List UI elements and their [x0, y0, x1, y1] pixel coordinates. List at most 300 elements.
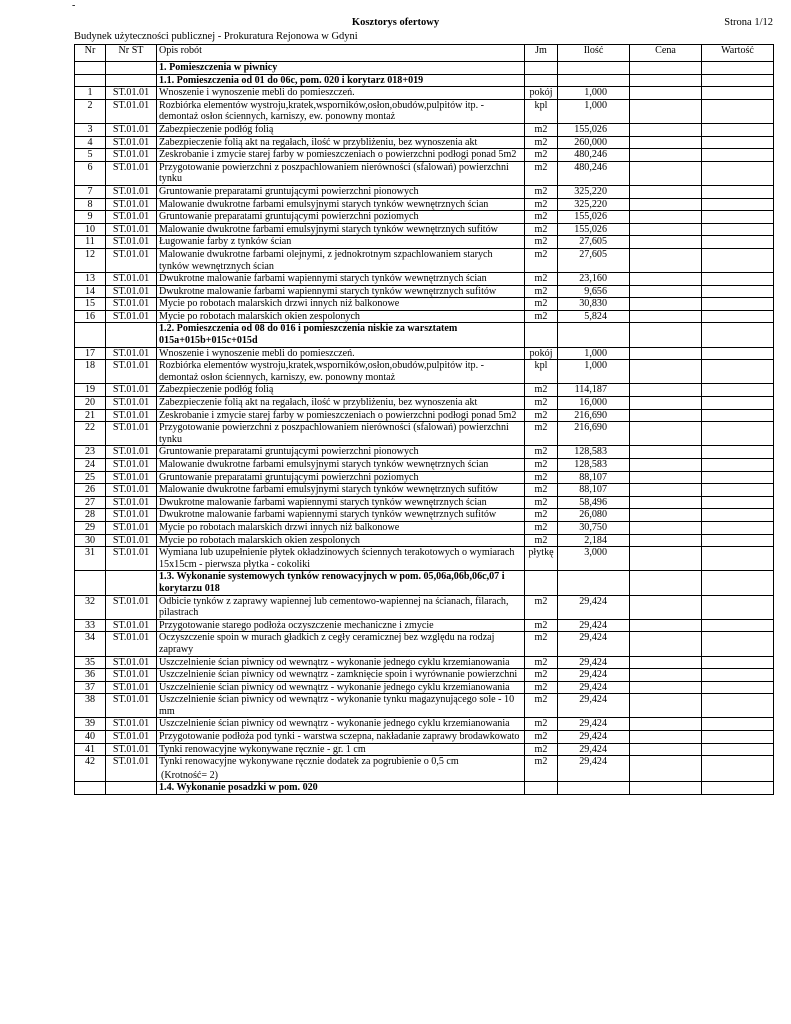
cell-quantity: 128,583: [558, 446, 630, 459]
table-row: [75, 632, 774, 656]
cell-price: [630, 87, 702, 100]
cell-description: [157, 681, 525, 694]
table-row: [75, 496, 774, 509]
cell-nr-st: ST.01.01: [106, 534, 157, 547]
table-row: [75, 718, 774, 731]
cell-nr-st: ST.01.01: [106, 360, 157, 384]
cell-description: [157, 99, 525, 123]
description-text: Przygotowanie powierzchni z poszpachlowaniem nierówności (sfalowań) powierzchni tynku: [159, 161, 509, 185]
cell-description: [157, 360, 525, 384]
cell-unit: m2: [525, 236, 558, 249]
cell-price: [630, 248, 702, 272]
cell-value: [702, 595, 774, 619]
cell-unit: m2: [525, 534, 558, 547]
cell-price: [630, 422, 702, 446]
table-row: [75, 521, 774, 534]
cell-description: [157, 743, 525, 756]
cell-nr-st: ST.01.01: [106, 632, 157, 656]
cell-description: [157, 149, 525, 162]
cell-nr-st: ST.01.01: [106, 681, 157, 694]
cell-value: [702, 347, 774, 360]
cell-unit: pokój: [525, 87, 558, 100]
cell-price: [630, 347, 702, 360]
cell-quantity: 216,690: [558, 422, 630, 446]
table-row: [75, 161, 774, 185]
cell-nr: 15: [75, 298, 106, 311]
cell-nr-st: [106, 782, 157, 795]
cell-unit: m2: [525, 509, 558, 522]
document-title: Kosztorys ofertowy: [351, 17, 440, 28]
cell-unit: m2: [525, 298, 558, 311]
cell-nr: 40: [75, 731, 106, 744]
section-row: [75, 571, 774, 595]
cell-price: [630, 198, 702, 211]
cell-quantity: 29,424: [558, 731, 630, 744]
cell-unit: m2: [525, 632, 558, 656]
cell-nr-st: ST.01.01: [106, 397, 157, 410]
cell-description: [157, 521, 525, 534]
page-mark: -: [72, 0, 76, 11]
cell-unit: m2: [525, 223, 558, 236]
description-text: Tynki renowacyjne wykonywane ręcznie dodatek za pogrubienie o 0,5 cm: [159, 756, 459, 768]
cell-quantity: 29,424: [558, 743, 630, 756]
cell-description: [157, 223, 525, 236]
description-text: Uszczelnienie ścian piwnicy od wewnątrz - wykonanie jednego cyklu krzemianowania: [159, 718, 510, 730]
cell-value: [702, 484, 774, 497]
cell-nr: 20: [75, 397, 106, 410]
cell-nr-st: ST.01.01: [106, 422, 157, 446]
description-text: Gruntowanie preparatami gruntującymi powierzchni poziomych: [159, 211, 419, 223]
cell-value: [702, 198, 774, 211]
cell-unit: kpl: [525, 360, 558, 384]
cell-quantity: 128,583: [558, 459, 630, 472]
cell-nr: 33: [75, 619, 106, 632]
description-text: Zeskrobanie i zmycie starej farby w pomieszczeniach o powierzchni podłogi ponad 5m2: [159, 409, 517, 421]
header-value: Wartość: [702, 45, 774, 62]
cell-price: [630, 360, 702, 384]
table-row: [75, 185, 774, 198]
section-title: 1. Pomieszczenia w piwnicy: [157, 62, 525, 75]
cell-unit: m2: [525, 446, 558, 459]
table-row: [75, 236, 774, 249]
cell-description: [157, 123, 525, 136]
description-text: Gruntowanie preparatami gruntującymi powierzchni pionowych: [159, 446, 419, 458]
cell-description: [157, 347, 525, 360]
cell-quantity: 5,824: [558, 310, 630, 323]
cell-unit: m2: [525, 310, 558, 323]
cell-price: [630, 123, 702, 136]
cell-description: [157, 619, 525, 632]
cell-nr: 4: [75, 136, 106, 149]
cell-nr: 21: [75, 409, 106, 422]
cell-nr: 39: [75, 718, 106, 731]
cell-value: [702, 323, 774, 347]
description-text: Mycie po robotach malarskich okien zespolonych: [159, 310, 360, 322]
cell-quantity: [558, 323, 630, 347]
description-text: Zabezpieczenie podłóg folią: [159, 384, 274, 396]
cell-nr-st: ST.01.01: [106, 285, 157, 298]
table-row: [75, 446, 774, 459]
cell-quantity: 9,656: [558, 285, 630, 298]
cell-nr-st: [106, 74, 157, 87]
table-row: [75, 731, 774, 744]
cell-nr-st: ST.01.01: [106, 756, 157, 782]
cell-value: [702, 718, 774, 731]
description-text: Gruntowanie preparatami gruntującymi powierzchni poziomych: [159, 471, 419, 483]
table-row: [75, 656, 774, 669]
cell-price: [630, 595, 702, 619]
cell-unit: m2: [525, 149, 558, 162]
cell-unit: m2: [525, 743, 558, 756]
cell-quantity: 16,000: [558, 397, 630, 410]
cell-quantity: 29,424: [558, 632, 630, 656]
cell-quantity: 216,690: [558, 409, 630, 422]
cell-nr-st: ST.01.01: [106, 547, 157, 571]
description-text: Mycie po robotach malarskich okien zespolonych: [159, 534, 360, 546]
table-row: [75, 409, 774, 422]
description-text: Malowanie dwukrotne farbami emulsyjnymi starych tynków wewnętrznych ścian: [159, 198, 489, 210]
cell-quantity: 2,184: [558, 534, 630, 547]
cell-nr: 10: [75, 223, 106, 236]
cell-nr-st: ST.01.01: [106, 409, 157, 422]
section-row: [75, 323, 774, 347]
cell-price: [630, 384, 702, 397]
description-text: Rozbiórka elementów wystroju,kratek,wsporników,osłon,obudów,pulpitów itp. - demontaż osłon ściennych, karniszy, ew. ponowny montaż: [159, 360, 485, 383]
cell-description: [157, 298, 525, 311]
cell-unit: m2: [525, 273, 558, 286]
cell-price: [630, 656, 702, 669]
cell-description: [157, 161, 525, 185]
cell-value: [702, 782, 774, 795]
cell-price: [630, 310, 702, 323]
cell-unit: [525, 323, 558, 347]
cell-nr: [75, 62, 106, 75]
cell-nr-st: ST.01.01: [106, 149, 157, 162]
cell-description: [157, 136, 525, 149]
cell-quantity: 26,080: [558, 509, 630, 522]
cell-nr-st: ST.01.01: [106, 185, 157, 198]
table-row: [75, 248, 774, 272]
cell-nr: 16: [75, 310, 106, 323]
cell-description: [157, 446, 525, 459]
cell-nr: 1: [75, 87, 106, 100]
cell-unit: m2: [525, 459, 558, 472]
cell-quantity: 88,107: [558, 484, 630, 497]
cell-quantity: 155,026: [558, 211, 630, 224]
section-row: [75, 62, 774, 75]
cell-value: [702, 496, 774, 509]
cell-nr-st: ST.01.01: [106, 198, 157, 211]
cell-price: [630, 521, 702, 534]
cell-nr-st: ST.01.01: [106, 273, 157, 286]
cell-price: [630, 534, 702, 547]
cell-description: [157, 310, 525, 323]
section-title: 1.4. Wykonanie posadzki w pom. 020: [157, 782, 525, 795]
cell-unit: m2: [525, 422, 558, 446]
cell-nr-st: ST.01.01: [106, 694, 157, 718]
cell-nr: 22: [75, 422, 106, 446]
cell-description: [157, 185, 525, 198]
cell-nr: 9: [75, 211, 106, 224]
cell-nr: 18: [75, 360, 106, 384]
header-nr-st: Nr ST: [106, 45, 157, 62]
cell-description: [157, 718, 525, 731]
table-row: [75, 669, 774, 682]
cell-unit: m2: [525, 656, 558, 669]
cell-price: [630, 681, 702, 694]
table-row: [75, 87, 774, 100]
cell-price: [630, 149, 702, 162]
cell-value: [702, 161, 774, 185]
description-text: Wnoszenie i wynoszenie mebli do pomieszczeń.: [159, 87, 355, 99]
cell-nr: 24: [75, 459, 106, 472]
table-body: [75, 62, 774, 795]
cell-description: [157, 273, 525, 286]
cell-quantity: [558, 571, 630, 595]
cell-value: [702, 756, 774, 782]
section-title: 1.3. Wykonanie systemowych tynków renowacyjnych w pom. 05,06a,06b,06c,07 i korytarzu 018: [157, 571, 525, 595]
description-text: Wnoszenie i wynoszenie mebli do pomieszczeń.: [159, 347, 355, 359]
description-text: Odbicie tynków z zaprawy wapiennej lub cementowo-wapiennej na ścianach, filarach, pilastrach: [159, 595, 509, 619]
cell-unit: m2: [525, 285, 558, 298]
cell-description: [157, 756, 525, 782]
header-price: Cena: [630, 45, 702, 62]
cell-description: [157, 397, 525, 410]
cell-value: [702, 669, 774, 682]
page-number: Strona 1/12: [724, 17, 773, 28]
cell-description: [157, 422, 525, 446]
cell-price: [630, 496, 702, 509]
cell-value: [702, 285, 774, 298]
cell-nr-st: ST.01.01: [106, 384, 157, 397]
cell-nr: 14: [75, 285, 106, 298]
cell-price: [630, 223, 702, 236]
cell-value: [702, 632, 774, 656]
cell-quantity: 155,026: [558, 123, 630, 136]
cell-quantity: 29,424: [558, 619, 630, 632]
cell-value: [702, 731, 774, 744]
cell-description: [157, 459, 525, 472]
cell-description: [157, 471, 525, 484]
cell-value: [702, 422, 774, 446]
description-text: Zeskrobanie i zmycie starej farby w pomieszczeniach o powierzchni podłogi ponad 5m2: [159, 149, 517, 161]
cell-nr-st: ST.01.01: [106, 471, 157, 484]
cell-value: [702, 384, 774, 397]
table-row: [75, 310, 774, 323]
cell-nr-st: ST.01.01: [106, 595, 157, 619]
cell-description: [157, 87, 525, 100]
cell-quantity: 29,424: [558, 681, 630, 694]
cell-description: [157, 211, 525, 224]
description-text: Ługowanie farby z tynków ścian: [159, 236, 292, 248]
cell-nr: 2: [75, 99, 106, 123]
cell-nr: 38: [75, 694, 106, 718]
cell-nr: 41: [75, 743, 106, 756]
cell-value: [702, 397, 774, 410]
cell-quantity: 3,000: [558, 547, 630, 571]
cell-nr-st: ST.01.01: [106, 509, 157, 522]
cell-quantity: 30,750: [558, 521, 630, 534]
cell-nr-st: ST.01.01: [106, 236, 157, 249]
cell-quantity: 88,107: [558, 471, 630, 484]
cell-nr: 3: [75, 123, 106, 136]
cell-unit: [525, 571, 558, 595]
cell-value: [702, 185, 774, 198]
cell-price: [630, 459, 702, 472]
cell-quantity: 260,000: [558, 136, 630, 149]
cell-unit: m2: [525, 248, 558, 272]
cell-quantity: 325,220: [558, 198, 630, 211]
cell-price: [630, 509, 702, 522]
cell-nr: 19: [75, 384, 106, 397]
cell-value: [702, 547, 774, 571]
table-row: [75, 99, 774, 123]
description-text: Dwukrotne malowanie farbami wapiennymi starych tynków wewnętrznych ścian: [159, 273, 487, 285]
cell-price: [630, 409, 702, 422]
cell-price: [630, 285, 702, 298]
cell-unit: m2: [525, 471, 558, 484]
cell-description: [157, 547, 525, 571]
cell-unit: [525, 74, 558, 87]
cell-value: [702, 123, 774, 136]
description-text: Przygotowanie powierzchni z poszpachlowaniem nierówności (sfalowań) powierzchni tynku: [159, 422, 509, 445]
cell-nr: 30: [75, 534, 106, 547]
cell-price: [630, 484, 702, 497]
description-text: Rozbiórka elementów wystroju,kratek,wsporników,osłon,obudów,pulpitów itp. - demontaż osłon ściennych, karniszy, ew. ponowny montaż: [159, 99, 485, 123]
table-row: [75, 198, 774, 211]
cell-quantity: 29,424: [558, 718, 630, 731]
section-title: 1.1. Pomieszczenia od 01 do 06c, pom. 020 i korytarz 018+019: [157, 74, 525, 87]
cell-nr-st: ST.01.01: [106, 99, 157, 123]
cell-nr-st: ST.01.01: [106, 459, 157, 472]
cell-price: [630, 161, 702, 185]
table-row: [75, 347, 774, 360]
cell-value: [702, 409, 774, 422]
description-text: Dwukrotne malowanie farbami wapiennymi starych tynków wewnętrznych sufitów: [159, 285, 497, 297]
section-row: [75, 782, 774, 795]
section-title: 1.2. Pomieszczenia od 08 do 016 i pomieszczenia niskie za warsztatem 015a+015b+015c+015d: [157, 323, 525, 347]
description-text: Zabezpieczenie podłóg folią: [159, 123, 274, 135]
cell-price: [630, 718, 702, 731]
cell-value: [702, 136, 774, 149]
cell-unit: m2: [525, 198, 558, 211]
cell-nr-st: ST.01.01: [106, 669, 157, 682]
description-text: Malowanie dwukrotne farbami emulsyjnymi starych tynków wewnętrznych sufitów: [159, 484, 498, 496]
cell-quantity: 29,424: [558, 595, 630, 619]
cell-nr: 36: [75, 669, 106, 682]
cell-nr-st: [106, 571, 157, 595]
cell-quantity: 480,246: [558, 149, 630, 162]
description-text: Mycie po robotach malarskich drzwi innych niż balkonowe: [159, 298, 400, 310]
cell-nr-st: ST.01.01: [106, 136, 157, 149]
cell-unit: płytkę: [525, 547, 558, 571]
cell-nr: 26: [75, 484, 106, 497]
cell-nr-st: ST.01.01: [106, 484, 157, 497]
cell-nr-st: ST.01.01: [106, 718, 157, 731]
table-row: [75, 756, 774, 782]
description-text: Wymiana lub uzupełnienie płytek okładzinowych ściennych terakotowych o wymiarach 15x15cm - pierwsza płytka - cokoliki: [159, 547, 515, 570]
cell-price: [630, 743, 702, 756]
cell-quantity: 325,220: [558, 185, 630, 198]
cell-unit: m2: [525, 136, 558, 149]
table-row: [75, 743, 774, 756]
cell-quantity: 155,026: [558, 223, 630, 236]
table-row: [75, 595, 774, 619]
cell-value: [702, 509, 774, 522]
cell-nr: 7: [75, 185, 106, 198]
cost-estimate-table: [74, 44, 774, 795]
description-text: Oczyszczenie spoin w murach gładkich z cegły ceramicznej bez względu na rodzaj zaprawy: [159, 632, 495, 655]
cell-description: [157, 595, 525, 619]
cell-value: [702, 298, 774, 311]
table-row: [75, 471, 774, 484]
cell-nr: 13: [75, 273, 106, 286]
cell-unit: m2: [525, 681, 558, 694]
cell-nr-st: ST.01.01: [106, 521, 157, 534]
header-nr: Nr: [75, 45, 106, 62]
cell-nr: 37: [75, 681, 106, 694]
description-text: Dwukrotne malowanie farbami wapiennymi starych tynków wewnętrznych ścian: [159, 496, 487, 508]
table-row: [75, 223, 774, 236]
table-row: [75, 384, 774, 397]
cell-value: [702, 521, 774, 534]
cell-price: [630, 185, 702, 198]
cell-quantity: 1,000: [558, 87, 630, 100]
description-text: Zabezpieczenie folią akt na regałach, ilość w przybliżeniu, bez wynoszenia akt: [159, 397, 478, 409]
table-row: [75, 298, 774, 311]
cell-nr: 34: [75, 632, 106, 656]
cell-price: [630, 471, 702, 484]
cell-nr: [75, 571, 106, 595]
cell-unit: m2: [525, 595, 558, 619]
cell-nr-st: [106, 323, 157, 347]
cell-value: [702, 248, 774, 272]
table-row: [75, 211, 774, 224]
cell-nr: 8: [75, 198, 106, 211]
cell-price: [630, 298, 702, 311]
table-row: [75, 123, 774, 136]
cell-value: [702, 534, 774, 547]
cell-value: [702, 149, 774, 162]
cell-description: [157, 669, 525, 682]
cell-unit: m2: [525, 384, 558, 397]
description-text: Uszczelnienie ścian piwnicy od wewnątrz - wykonanie jednego cyklu krzemianowania: [159, 681, 510, 693]
table-row: [75, 547, 774, 571]
description-text: Dwukrotne malowanie farbami wapiennymi starych tynków wewnętrznych sufitów: [159, 509, 497, 521]
cell-nr-st: ST.01.01: [106, 496, 157, 509]
cell-price: [630, 62, 702, 75]
cell-unit: m2: [525, 185, 558, 198]
cell-quantity: 30,830: [558, 298, 630, 311]
cell-nr: 25: [75, 471, 106, 484]
cell-nr-st: ST.01.01: [106, 656, 157, 669]
description-text: Przygotowanie podłoża pod tynki - warstwa sczepna, nakładanie zaprawy brodawkowato: [159, 731, 520, 743]
cell-price: [630, 547, 702, 571]
cell-nr: 29: [75, 521, 106, 534]
cell-quantity: [558, 782, 630, 795]
cell-quantity: 27,605: [558, 248, 630, 272]
cell-description: [157, 534, 525, 547]
cell-nr-st: ST.01.01: [106, 619, 157, 632]
cell-quantity: [558, 62, 630, 75]
cell-description: [157, 285, 525, 298]
cell-value: [702, 87, 774, 100]
cell-price: [630, 99, 702, 123]
cell-quantity: 1,000: [558, 347, 630, 360]
cell-description: [157, 248, 525, 272]
table-row: [75, 285, 774, 298]
cell-unit: pokój: [525, 347, 558, 360]
